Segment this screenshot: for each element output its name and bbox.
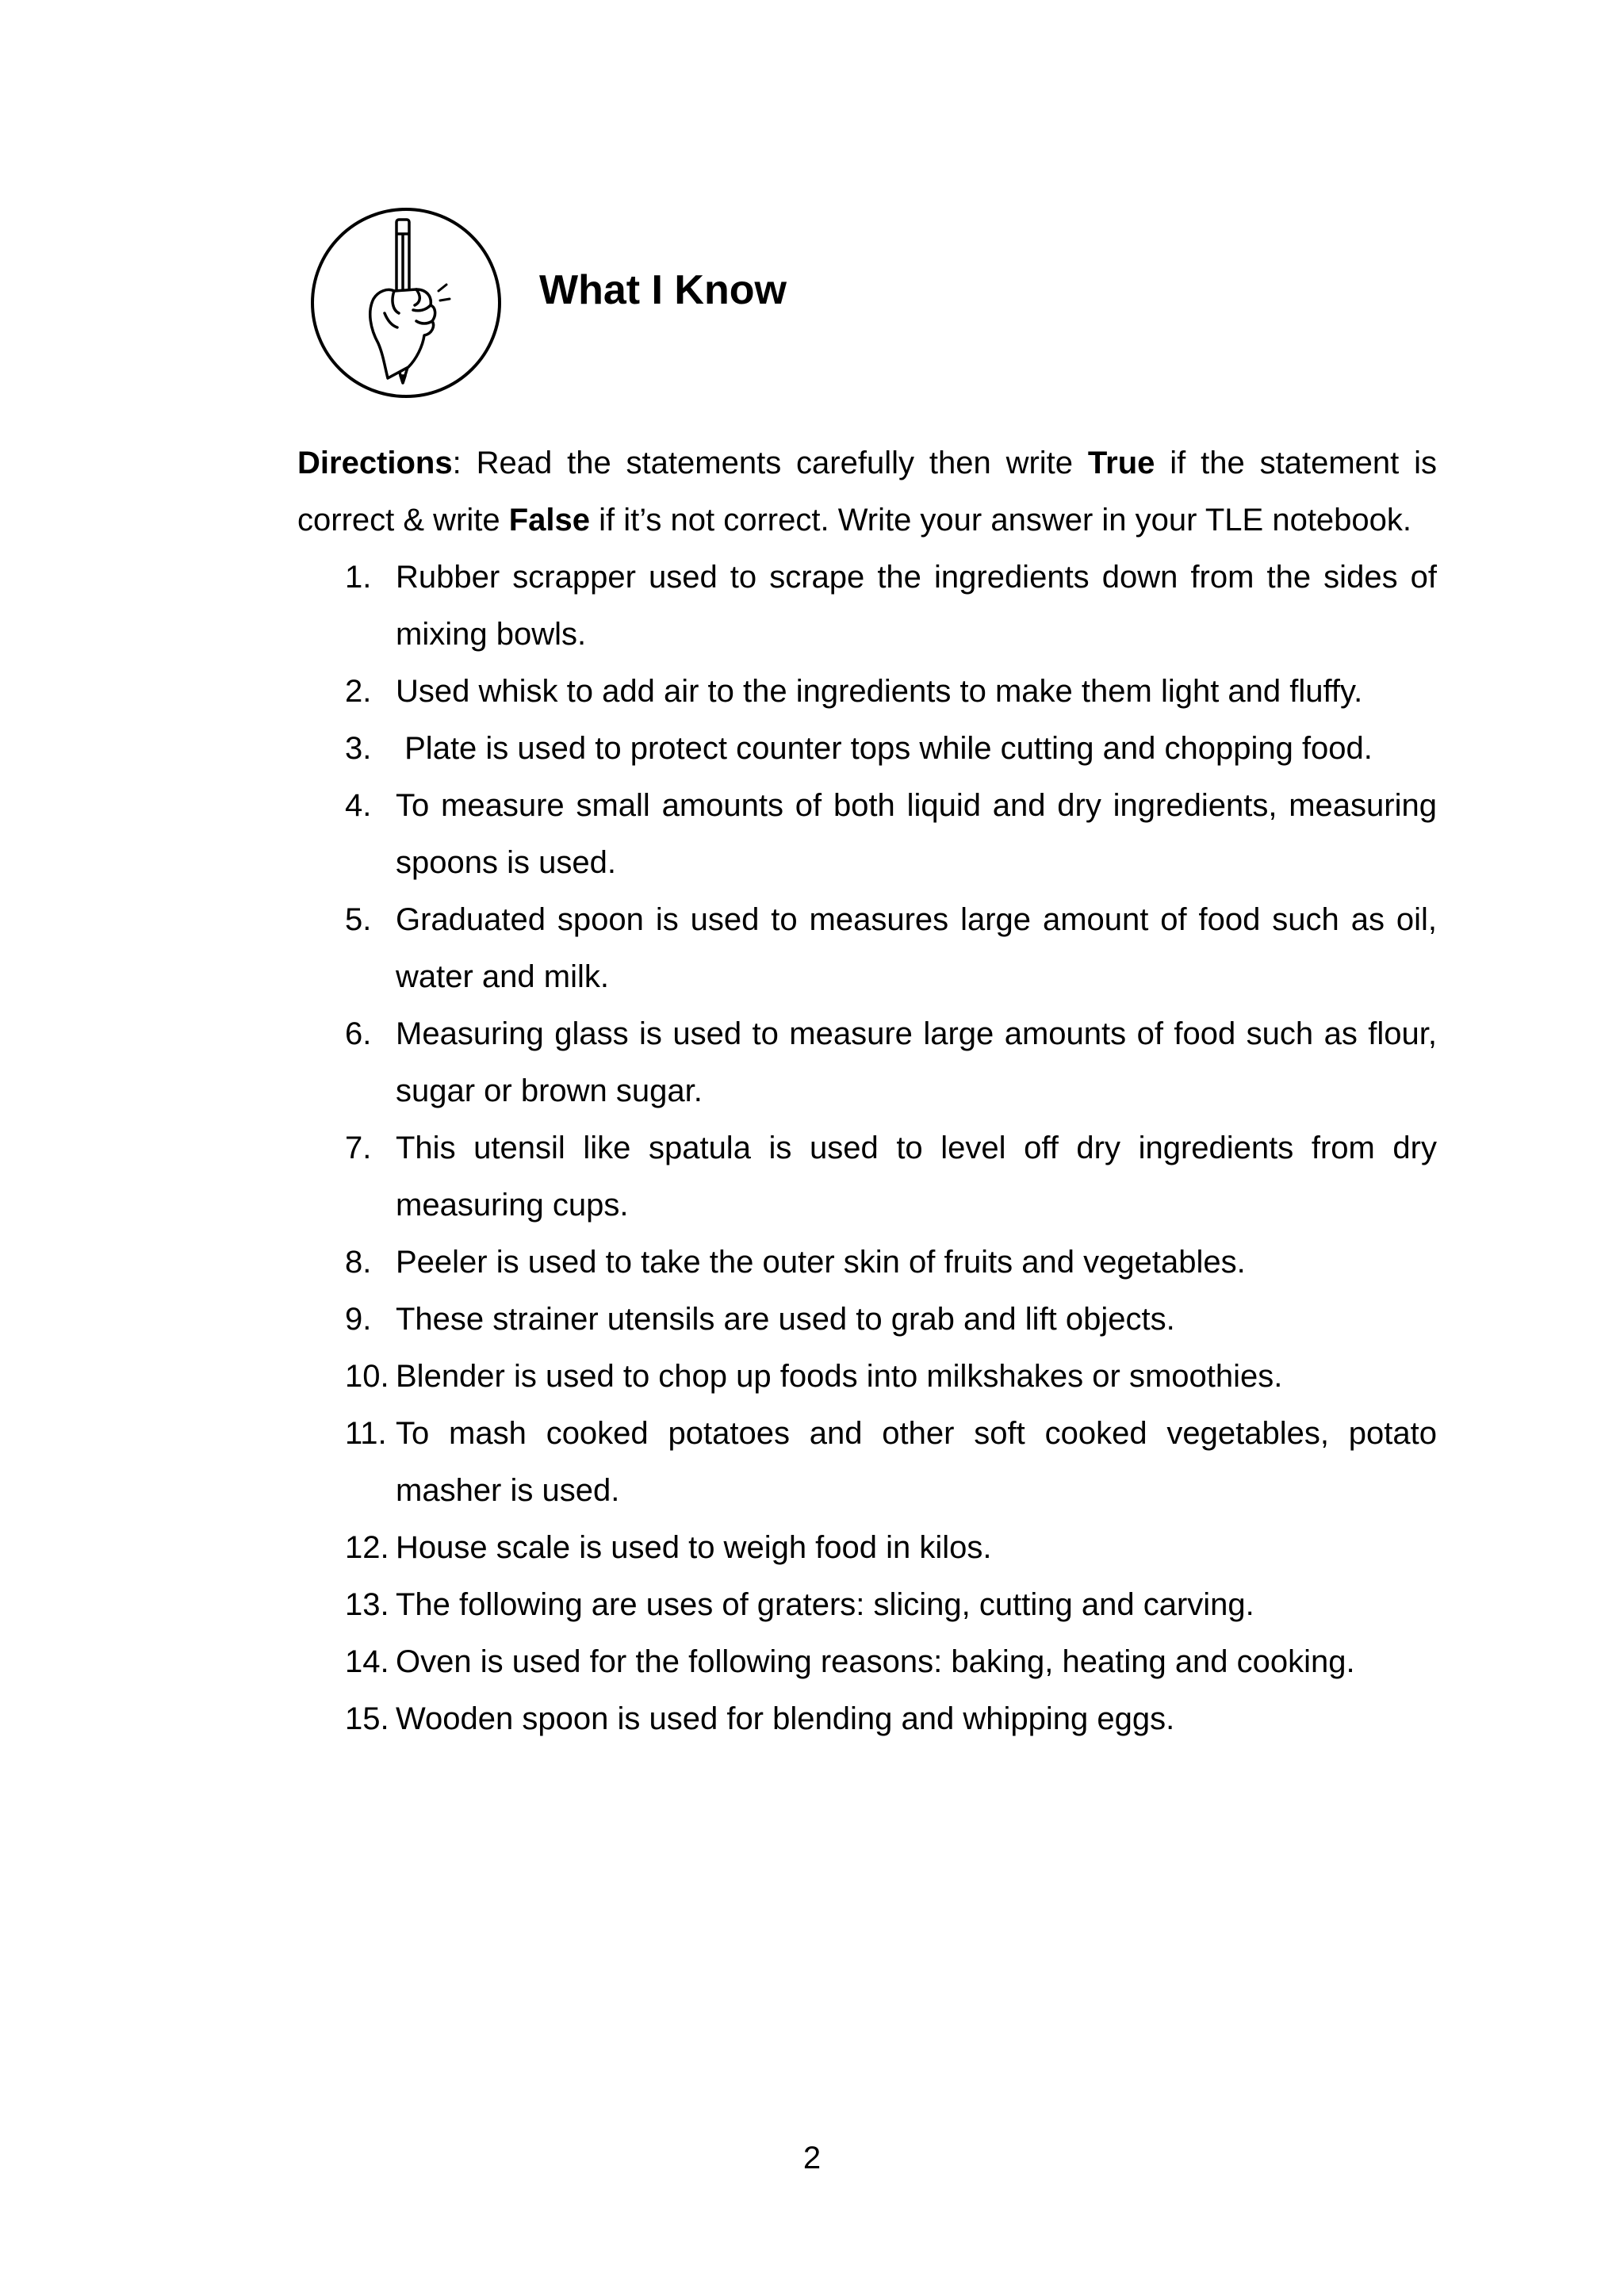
item-number: 6. xyxy=(345,1016,372,1051)
false-keyword: False xyxy=(508,503,591,538)
item-number: 3. xyxy=(345,731,372,766)
list-item xyxy=(297,720,1437,777)
item-text: To measure small amounts of both liquid and dry ingredients, measuring spoons is used. xyxy=(396,788,1437,880)
list-item xyxy=(297,1234,1437,1291)
item-number: 11. xyxy=(345,1416,387,1451)
item-text: These strainer utensils are used to grab and lift objects. xyxy=(396,1302,1175,1337)
list-item xyxy=(297,1291,1437,1348)
item-text: The following are uses of graters: slicing, cutting and carving. xyxy=(396,1587,1254,1622)
item-number: 7. xyxy=(345,1131,372,1165)
item-text: Peeler is used to take the outer skin of fruits and vegetables. xyxy=(396,1245,1246,1280)
item-number: 15. xyxy=(345,1701,389,1736)
list-item xyxy=(297,777,1437,891)
statement-list xyxy=(297,549,1437,1747)
item-text: House scale is used to weigh food in kilos. xyxy=(396,1530,992,1565)
worksheet-content xyxy=(297,434,1437,1747)
item-text: Wooden spoon is used for blending and whipping eggs. xyxy=(396,1701,1175,1736)
list-item xyxy=(297,1519,1437,1576)
item-text: Measuring glass is used to measure large amounts of food such as flour, sugar or brown sugar. xyxy=(396,1016,1437,1108)
hand-holding-pencil-icon xyxy=(305,202,508,404)
item-text: Rubber scrapper used to scrape the ingredients down from the sides of mixing bowls. xyxy=(396,560,1437,652)
item-number: 12. xyxy=(345,1530,389,1565)
item-number: 13. xyxy=(345,1587,389,1622)
item-number: 4. xyxy=(345,788,372,823)
item-number: 10. xyxy=(345,1359,389,1394)
list-item xyxy=(297,1633,1437,1690)
item-text: Oven is used for the following reasons: baking, heating and cooking. xyxy=(396,1644,1355,1679)
item-number: 2. xyxy=(345,674,372,709)
list-item xyxy=(297,1405,1437,1519)
item-text: Blender is used to chop up foods into milkshakes or smoothies. xyxy=(396,1359,1283,1394)
list-item xyxy=(297,1690,1437,1747)
page-number: 2 xyxy=(802,2141,822,2175)
directions-text-1: : Read the statements carefully then write xyxy=(452,446,1088,480)
section-title: What I Know xyxy=(539,267,787,313)
item-number: 1. xyxy=(345,560,372,595)
list-item xyxy=(297,891,1437,1005)
item-text: Used whisk to add air to the ingredients to make them light and fluffy. xyxy=(396,674,1363,709)
true-keyword: True xyxy=(1087,446,1155,480)
item-text: To mash cooked potatoes and other soft cooked vegetables, potato masher is used. xyxy=(396,1416,1437,1508)
item-number: 5. xyxy=(345,902,372,937)
list-item xyxy=(297,549,1437,663)
item-text: Plate is used to protect counter tops while cutting and chopping food. xyxy=(396,731,1373,766)
directions-text-3: if it’s not correct. Write your answer in your TLE notebook. xyxy=(590,503,1412,538)
directions-label: Directions xyxy=(297,446,453,480)
item-number: 14. xyxy=(345,1644,389,1679)
list-item xyxy=(297,1348,1437,1405)
item-text: This utensil like spatula is used to level off dry ingredients from dry measuring cups. xyxy=(396,1131,1437,1223)
item-number: 9. xyxy=(345,1302,372,1337)
item-number: 8. xyxy=(345,1245,372,1280)
list-item xyxy=(297,1576,1437,1633)
list-item xyxy=(297,1119,1437,1234)
directions-paragraph xyxy=(297,434,1437,549)
item-text: Graduated spoon is used to measures large amount of food such as oil, water and milk. xyxy=(396,902,1437,994)
list-item xyxy=(297,663,1437,720)
directions-text-2: if the statement is correct & write xyxy=(297,446,1438,538)
list-item xyxy=(297,1005,1437,1119)
